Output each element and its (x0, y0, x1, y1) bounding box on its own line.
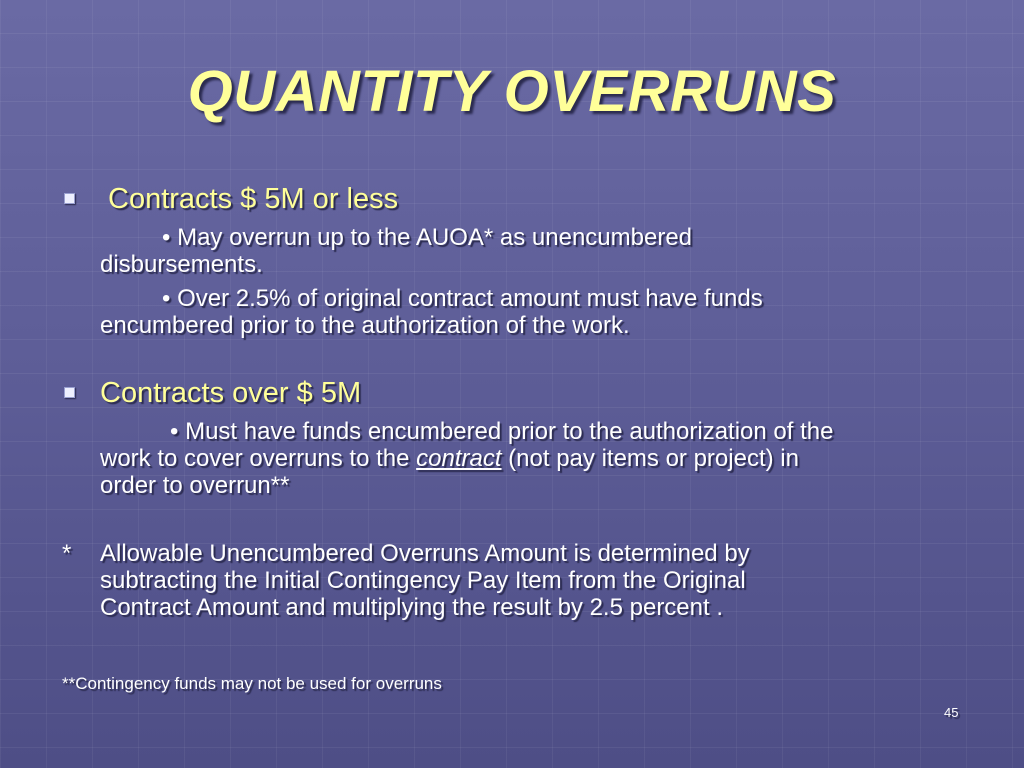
slide-title: QUANTITY OVERRUNS (187, 59, 837, 124)
section1-bullet2-line1: • Over 2.5% of original contract amount must have funds (162, 285, 763, 312)
section2-heading: Contracts over $ 5M (100, 377, 362, 409)
section1-heading: Contracts $ 5M or less (108, 183, 399, 215)
section1-bullet1-line1: • May overrun up to the AUOA* as unencumbered (162, 224, 693, 251)
footnote1-line1: Allowable Unencumbered Overruns Amount is determined by (100, 540, 750, 567)
square-bullet-icon (64, 193, 75, 204)
section2-bullet1-line2-post: (not pay items or project) in (501, 445, 799, 472)
section2-bullet1-line1: • Must have funds encumbered prior to the authorization of the (170, 418, 834, 445)
section1-bullet2-line2: encumbered prior to the authorization of the work. (100, 312, 630, 339)
section2-bullet1-line2 (100, 445, 799, 472)
page-number: 45 (944, 705, 959, 720)
section1-bullet1-line2: disbursements. (100, 251, 263, 278)
footnote1-line2: subtracting the Initial Contingency Pay Item from the Original (100, 567, 746, 594)
section2-bullet1-line2-pre: work to cover overruns to the (100, 445, 417, 472)
section2-bullet1-line3: order to overrun** (100, 472, 290, 499)
square-bullet-icon (64, 387, 75, 398)
footnote2: **Contingency funds may not be used for overruns (62, 674, 442, 693)
footnote1-line3: Contract Amount and multiplying the result by 2.5 percent . (100, 594, 724, 621)
footnote1-marker: * (62, 540, 72, 567)
contract-emphasis: contract (416, 445, 502, 472)
